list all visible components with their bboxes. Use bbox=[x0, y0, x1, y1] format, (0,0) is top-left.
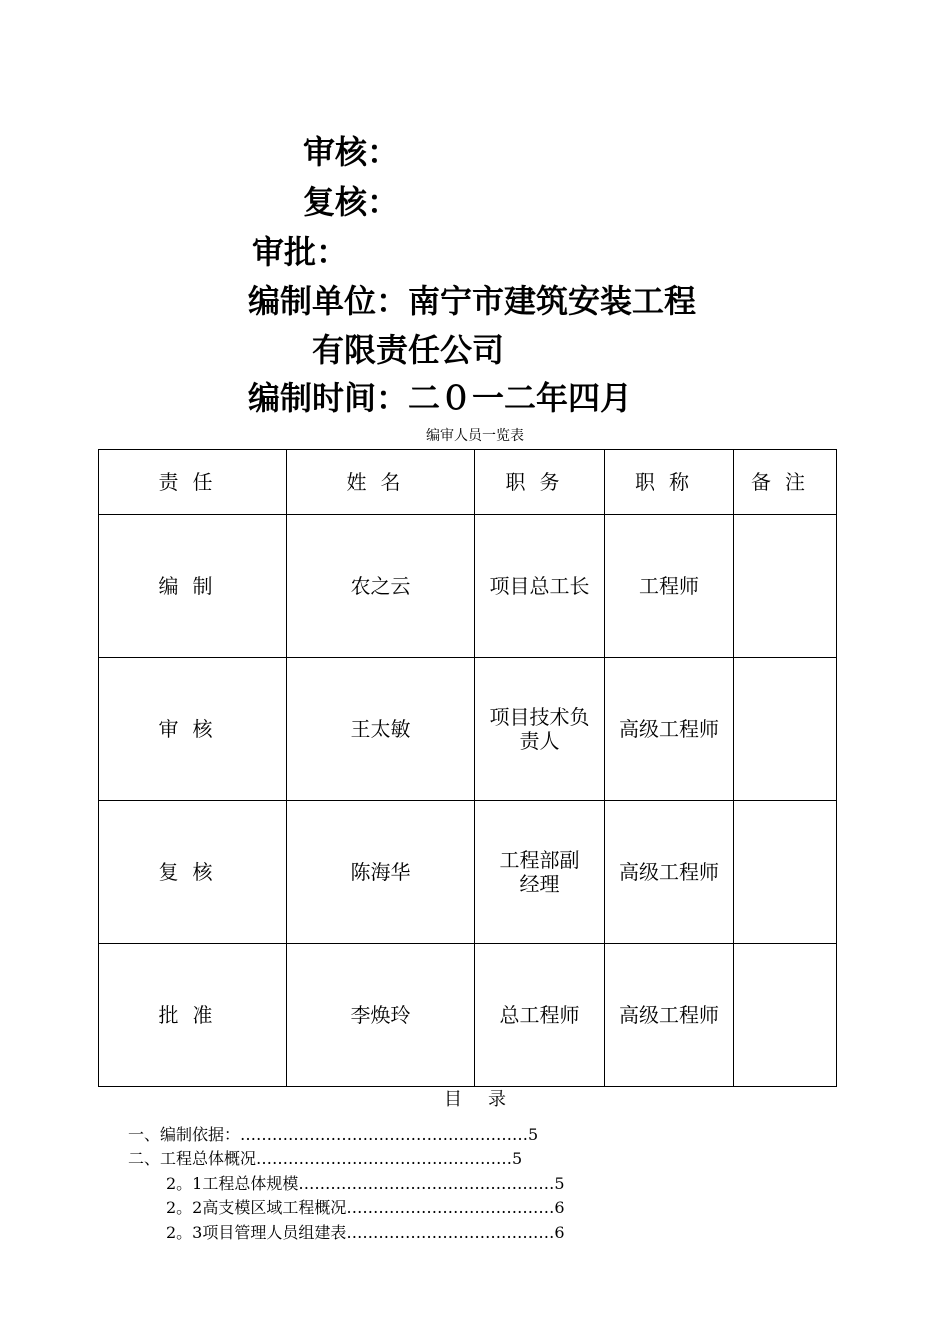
table-row bbox=[99, 801, 837, 944]
cell-title: 高级工程师 bbox=[605, 658, 734, 801]
cell-name: 李焕玲 bbox=[287, 944, 475, 1087]
header-title: 职称 bbox=[605, 450, 734, 515]
cell-position: 工程部副经理 bbox=[475, 801, 605, 944]
cell-position: 项目技术负责人 bbox=[475, 658, 605, 801]
toc-item[interactable]: 2。1工程总体规模…………………………………………5 bbox=[166, 1174, 565, 1193]
staff-table bbox=[98, 449, 837, 1087]
cell-role: 批准 bbox=[99, 944, 287, 1087]
cell-role: 审核 bbox=[99, 658, 287, 801]
cell-note bbox=[734, 801, 837, 944]
cell-note bbox=[734, 944, 837, 1087]
cell-note bbox=[734, 515, 837, 658]
toc-title: 目录 bbox=[444, 1089, 532, 1110]
cell-title: 工程师 bbox=[605, 515, 734, 658]
header-position: 职务 bbox=[475, 450, 605, 515]
organization-line-2: 有限责任公司 bbox=[312, 331, 505, 369]
cell-position: 总工程师 bbox=[475, 944, 605, 1087]
cell-name: 农之云 bbox=[287, 515, 475, 658]
approve-label: 审批： bbox=[252, 233, 349, 271]
toc-item[interactable]: 一、编制依据：………………………………………………5 bbox=[128, 1125, 539, 1144]
recheck-label: 复核： bbox=[303, 183, 400, 221]
cell-role: 编制 bbox=[99, 515, 287, 658]
table-header-row bbox=[99, 450, 837, 515]
cell-note bbox=[734, 658, 837, 801]
toc-item[interactable]: 二、工程总体概况…………………………………………5 bbox=[128, 1149, 523, 1168]
organization-line-1: 编制单位：南宁市建筑安装工程 bbox=[248, 282, 697, 320]
header-name: 姓名 bbox=[287, 450, 475, 515]
table-row bbox=[99, 944, 837, 1087]
header-note: 备注 bbox=[734, 450, 837, 515]
toc-item[interactable]: 2。3项目管理人员组建表…………………………………6 bbox=[166, 1223, 565, 1242]
cell-role: 复核 bbox=[99, 801, 287, 944]
cell-name: 王太敏 bbox=[287, 658, 475, 801]
header-role: 责任 bbox=[99, 450, 287, 515]
compile-date: 编制时间：二０一二年四月 bbox=[248, 379, 633, 417]
toc-item[interactable]: 2。2高支模区域工程概况…………………………………6 bbox=[166, 1198, 565, 1217]
cell-title: 高级工程师 bbox=[605, 944, 734, 1087]
cell-position: 项目总工长 bbox=[475, 515, 605, 658]
table-row bbox=[99, 658, 837, 801]
audit-label: 审核： bbox=[303, 133, 400, 171]
table-caption: 编审人员一览表 bbox=[426, 428, 524, 444]
cell-name: 陈海华 bbox=[287, 801, 475, 944]
cell-title: 高级工程师 bbox=[605, 801, 734, 944]
table-row bbox=[99, 515, 837, 658]
